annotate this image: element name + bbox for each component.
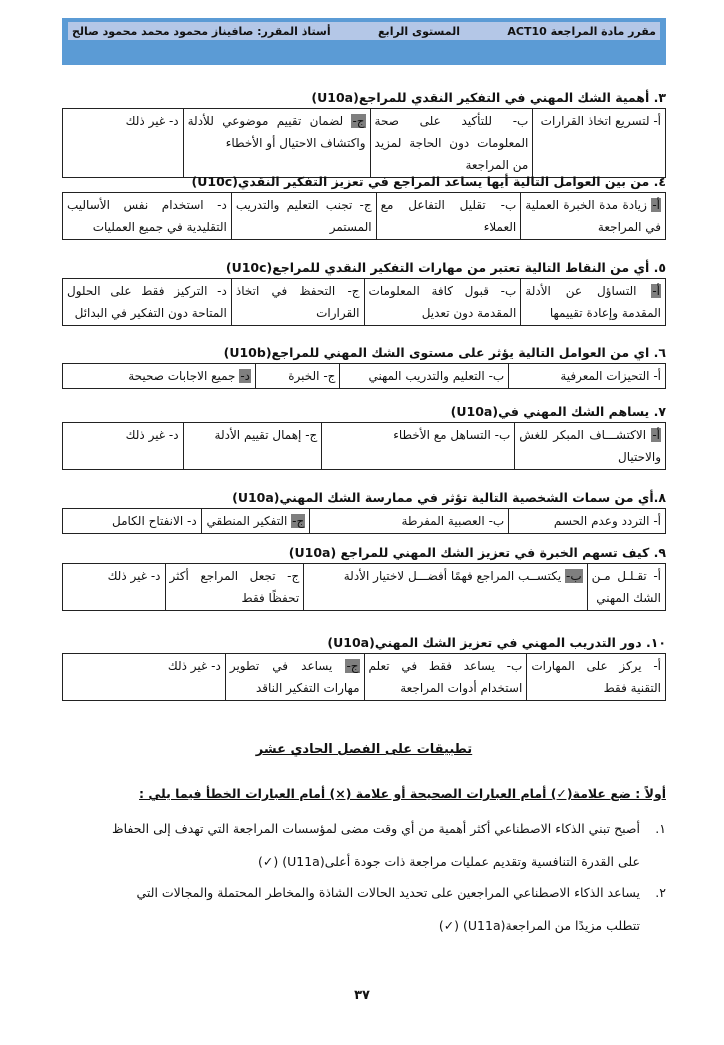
option-letter: ب- bbox=[488, 514, 505, 528]
question-block bbox=[62, 88, 666, 178]
option-text: التفكير المنطقي bbox=[206, 514, 288, 528]
option-letter: ب- bbox=[565, 569, 582, 583]
option-text: يساعد فقط في تعلم استخدام أدوات المراجعة bbox=[368, 659, 523, 695]
question-title: ٥. أي من النقاط التالية تعتبر من مهارات التفكير النقدي للمراجع(U10c) bbox=[225, 260, 666, 275]
course-name: مقرر مادة المراجعة ACT10 bbox=[507, 24, 656, 38]
statement-line-2: تتطلب مزيدًا من المراجعة(U11a) (✓) bbox=[438, 918, 640, 933]
statement-line-1: يساعد الذكاء الاصطناعي المراجعين على تحديد الحالات الشاذة والمخاطر المحتملة والمجالات التي bbox=[136, 885, 640, 900]
option-cell bbox=[527, 654, 666, 701]
option-text: تقليل التفاعل مع العملاء bbox=[380, 198, 517, 234]
option-cell bbox=[201, 509, 310, 534]
option-letter: ج- bbox=[352, 114, 365, 128]
option-text: يكتســب المراجع فهمًا أفضـــل لاختيار الأدلة bbox=[343, 569, 562, 583]
option-letter: ب- bbox=[494, 428, 511, 442]
option-cell bbox=[509, 509, 666, 534]
option-cell bbox=[364, 654, 527, 701]
option-text: التساهل مع الأخطاء bbox=[393, 428, 491, 442]
option-text: العصبية المفرطة bbox=[401, 514, 485, 528]
option-cell bbox=[63, 364, 256, 389]
option-text: التحيزات المعرفية bbox=[560, 369, 650, 383]
option-cell bbox=[256, 364, 340, 389]
option-text: يركز على المهارات التقنية فقط bbox=[531, 659, 661, 695]
option-text: تجنب التعليم والتدريب المستمر bbox=[235, 198, 372, 234]
option-cell bbox=[521, 193, 666, 240]
option-letter: أ- bbox=[652, 198, 660, 212]
question-title: ٨.أي من سمات الشخصية التالية تؤثر في ممارسة الشك المهني(U10a) bbox=[232, 490, 666, 505]
options-table bbox=[62, 363, 666, 389]
option-letter: د- bbox=[217, 198, 227, 212]
statement-line-2: على القدرة التنافسية وتقديم عمليات مراجعة ذات جودة أعلى(U11a) (✓) bbox=[258, 854, 640, 869]
options-table bbox=[62, 653, 666, 701]
option-cell bbox=[225, 654, 364, 701]
question-block bbox=[62, 343, 666, 389]
option-cell bbox=[364, 279, 521, 326]
option-cell bbox=[63, 509, 202, 534]
option-text: لتسريع اتخاذ القرارات bbox=[540, 114, 650, 128]
option-text: غير ذلك bbox=[167, 659, 208, 673]
option-letter: ج- bbox=[346, 659, 359, 673]
question-title: ٧. يساهم الشك المهني في(U10a) bbox=[450, 404, 666, 419]
question-block bbox=[62, 633, 666, 701]
option-letter: ب- bbox=[506, 659, 523, 673]
question-title: ١٠. دور التدريب المهني في تعزيز الشك المهني(U10a) bbox=[327, 635, 666, 650]
option-letter: د- bbox=[211, 659, 221, 673]
option-text: غير ذلك bbox=[107, 569, 148, 583]
option-letter: د- bbox=[150, 569, 161, 583]
option-letter: أ- bbox=[653, 514, 661, 528]
option-letter: ب- bbox=[512, 114, 529, 128]
question-title: ٦. اي من العوامل التالية يؤثر على مستوى الشك المهني للمراجع(U10b) bbox=[223, 345, 666, 360]
options-table bbox=[62, 563, 666, 611]
statement-number: ١. bbox=[655, 821, 666, 836]
option-letter: أ- bbox=[653, 659, 661, 673]
question-block bbox=[62, 172, 666, 240]
option-letter: ب- bbox=[488, 369, 505, 383]
option-cell bbox=[340, 364, 509, 389]
option-cell bbox=[63, 279, 232, 326]
question-block bbox=[62, 543, 666, 611]
option-letter: ج- bbox=[287, 569, 300, 583]
options-table bbox=[62, 192, 666, 240]
options-table bbox=[62, 108, 666, 178]
option-cell bbox=[231, 193, 376, 240]
option-cell bbox=[63, 564, 166, 611]
option-text: التساؤل عن الأدلة المقدمة وإعادة تقييمها bbox=[525, 284, 661, 320]
option-letter: ج- bbox=[305, 428, 318, 442]
option-letter: أ- bbox=[652, 428, 660, 442]
statement-line-1: أصبح تبني الذكاء الاصطناعي أكثر أهمية من أي وقت مضى لمؤسسات المراجعة التي تهدف إلى الحفاظ bbox=[112, 821, 640, 836]
option-cell bbox=[521, 279, 666, 326]
options-table bbox=[62, 508, 666, 534]
option-cell bbox=[304, 564, 587, 611]
option-cell bbox=[587, 564, 665, 611]
question-block bbox=[62, 402, 666, 470]
option-text: لضمان تقييم موضوعي للأدلة واكتشاف الاحتيال أو الأخطاء bbox=[187, 114, 366, 150]
option-text: تجعل المراجع أكثر تحفظًا فقط bbox=[169, 569, 300, 605]
option-text: تقـلـل مـن الشك المهني bbox=[591, 569, 661, 605]
option-text: زيادة مدة الخبرة العملية في المراجعة bbox=[525, 198, 661, 234]
statement-item bbox=[62, 812, 666, 878]
option-text: غير ذلك bbox=[125, 114, 166, 128]
header-strip bbox=[68, 22, 660, 40]
option-letter: د- bbox=[168, 114, 179, 128]
option-letter: د- bbox=[187, 514, 197, 528]
option-cell bbox=[63, 109, 184, 178]
option-letter: أ- bbox=[653, 114, 661, 128]
option-cell bbox=[183, 423, 322, 470]
question-title: ٤. من بين العوامل التالية أيها يساعد المراجع في تعزيز التفكير النقدي(U10c) bbox=[191, 174, 666, 189]
option-text: الانفتاح الكامل bbox=[111, 514, 184, 528]
option-letter: د- bbox=[240, 369, 250, 383]
option-text: الاكتشـــاف المبكر للغش والاحتيال bbox=[519, 428, 661, 464]
statement-number: ٢. bbox=[655, 885, 666, 900]
option-letter: ب- bbox=[500, 284, 517, 298]
option-letter: د- bbox=[168, 428, 179, 442]
option-cell bbox=[322, 423, 515, 470]
question-title: ٩. كيف تسهم الخبرة في تعزيز الشك المهني للمراجع (U10a) bbox=[288, 545, 666, 560]
option-letter: ج- bbox=[292, 514, 305, 528]
option-cell bbox=[310, 509, 509, 534]
question-title: ٣. أهمية الشك المهني في التفكير النقدي للمراجع(U10a) bbox=[311, 90, 666, 105]
option-text: استخدام نفس الأساليب التقليدية في جميع العمليات bbox=[67, 198, 227, 234]
option-cell bbox=[183, 109, 370, 178]
option-cell bbox=[165, 564, 304, 611]
option-letter: ب- bbox=[500, 198, 517, 212]
option-cell bbox=[63, 423, 184, 470]
question-block bbox=[62, 488, 666, 534]
page-number: ٣٧ bbox=[354, 988, 370, 1003]
option-cell bbox=[509, 364, 666, 389]
option-text: التردد وعدم الحسم bbox=[553, 514, 650, 528]
option-cell bbox=[515, 423, 666, 470]
option-text: غير ذلك bbox=[125, 428, 166, 442]
option-text: جميع الاجابات صحيحة bbox=[128, 369, 236, 383]
option-text: التركيز فقط على الحلول المتاحة دون التفكير في البدائل bbox=[67, 284, 227, 320]
option-cell bbox=[63, 654, 226, 701]
section-instruction: أولاً : ضع علامة(✓) أمام العبارات الصحيحة أو علامة (×) أمام العبارات الخطأ فيما يلي : bbox=[139, 786, 666, 801]
instructor-name: أستاذ المقرر: صافيناز محمود محمد محمود صالح bbox=[72, 24, 331, 38]
section-title: تطبيقات على الفصل الحادي عشر bbox=[255, 742, 473, 757]
option-letter: ج- bbox=[347, 284, 360, 298]
question-block bbox=[62, 258, 666, 326]
option-cell bbox=[63, 193, 232, 240]
option-text: يساعد في تطوير مهارات التفكير الناقد bbox=[229, 659, 360, 695]
option-text: الخبرة bbox=[288, 369, 320, 383]
option-letter: أ- bbox=[653, 369, 661, 383]
option-letter: د- bbox=[217, 284, 227, 298]
option-text: قبول كافة المعلومات المقدمة دون تعديل bbox=[368, 284, 517, 320]
option-text: التعليم والتدريب المهني bbox=[368, 369, 485, 383]
option-cell bbox=[376, 193, 521, 240]
option-cell bbox=[370, 109, 533, 178]
course-level: المستوى الرابع bbox=[378, 24, 460, 38]
option-letter: ج- bbox=[359, 198, 372, 212]
options-table bbox=[62, 422, 666, 470]
option-cell bbox=[533, 109, 666, 178]
option-text: إهمال تقييم الأدلة bbox=[214, 428, 302, 442]
option-letter: أ- bbox=[653, 569, 661, 583]
option-text: للتأكيد على صحة المعلومات دون الحاجة لمزيد من المراجعة bbox=[374, 114, 529, 172]
option-text: التحفظ في اتخاذ القرارات bbox=[235, 284, 360, 320]
page-header bbox=[62, 18, 666, 65]
option-cell bbox=[231, 279, 364, 326]
option-letter: ج- bbox=[323, 369, 336, 383]
options-table bbox=[62, 278, 666, 326]
statement-item bbox=[62, 876, 666, 942]
option-letter: أ- bbox=[652, 284, 660, 298]
